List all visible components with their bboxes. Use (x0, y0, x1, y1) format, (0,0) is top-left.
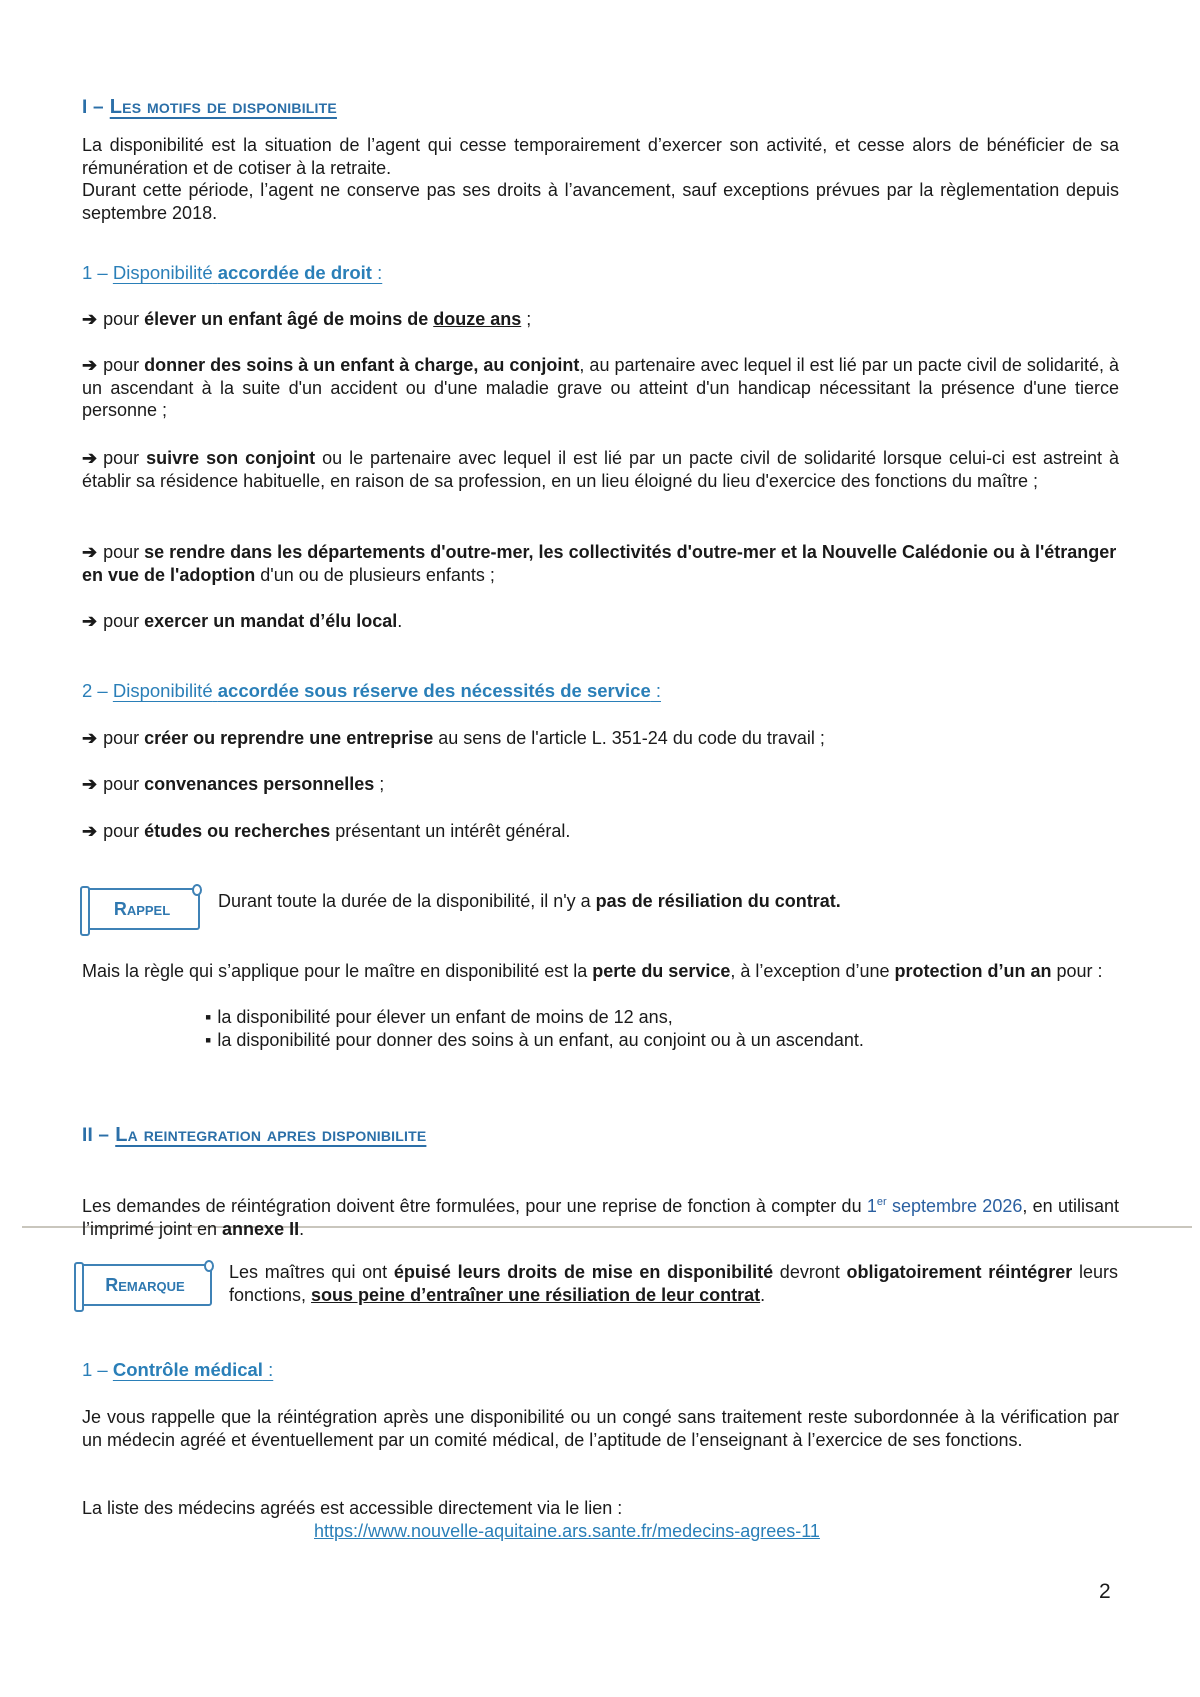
rappel-badge: Rappel (84, 888, 200, 930)
list-item: ➔ pour exercer un mandat d’élu local. (82, 611, 403, 631)
controle-medical-heading: 1 – Contrôle médical : (82, 1359, 274, 1380)
arrow-right-icon: ➔ (82, 728, 98, 748)
bullet-item: ▪ la disponibilité pour donner des soins à un enfant, au conjoint ou à un ascendant. (205, 1029, 864, 1052)
rule-paragraph: Mais la règle qui s’applique pour le maître en disponibilité est la perte du service, à l’exception d’une protection d’un an pour : (82, 961, 1103, 981)
intro-paragraph-2: Durant cette période, l’agent ne conserve pas ses droits à l’avancement, sauf exceptions prévues par la règlementation depuis septembre 2018. (82, 180, 1119, 223)
rappel-text: Durant toute la durée de la disponibilité, il n'y a pas de résiliation du contrat. (218, 891, 841, 911)
section-2-heading: II – La reintegration apres disponibilite (82, 1124, 427, 1146)
protection-bullet-list (205, 1006, 864, 1051)
medecins-list-intro: La liste des médecins agréés est accessible directement via le lien : (82, 1498, 623, 1518)
list-item: ➔ pour études ou recherches présentant un intérêt général. (82, 821, 571, 841)
arrow-right-icon: ➔ (82, 448, 98, 468)
medecins-agrees-link[interactable]: https://www.nouvelle-aquitaine.ars.sante.fr/medecins-agrees-11 (314, 1521, 820, 1541)
remarque-text: Les maîtres qui ont épuisé leurs droits de mise en disponibilité devront obligatoirement réintégrer leurs fonctions, sous peine d’entraîner une résiliation de leur contrat. (229, 1262, 1119, 1305)
controle-medical-paragraph: Je vous rappelle que la réintégration après une disponibilité ou un congé sans traitement reste subordonnée à la vérification par un médecin agréé et éventuellement par un comité médical, de l’aptitude de l’enseignant à l’exercice de ses fonctions. (82, 1407, 1119, 1450)
section-2-title: La reintegration apres disponibilite (115, 1124, 427, 1146)
arrow-right-icon: ➔ (82, 821, 98, 841)
section-1-title: Les motifs de disponibilite (109, 96, 337, 118)
remarque-badge: Remarque (78, 1264, 212, 1306)
list-item: ➔ pour suivre son conjoint ou le partenaire avec lequel il est lié par un pacte civil de solidarité lorsque celui-ci est astreint à établir sa résidence habituelle, en raison de sa profession, en un lieu éloigné du lieu d'exercice des fonctions du maître ; (82, 448, 1120, 491)
list-item: ➔ pour donner des soins à un enfant à charge, au conjoint, au partenaire avec lequel il est lié par un pacte civil de solidarité, à un ascendant à la suite d'un accident ou d'une maladie grave ou atteint d'un handicap nécessitant la présence d'une tierce personne ; (82, 355, 1119, 420)
arrow-right-icon: ➔ (82, 309, 98, 329)
page-number: 2 (1099, 1580, 1111, 1603)
subsection-2-heading: 2 – Disponibilité accordée sous réserve des nécessités de service : (82, 680, 662, 701)
list-item: ➔ pour élever un enfant âgé de moins de douze ans ; (82, 309, 532, 329)
demandes-paragraph: Les demandes de réintégration doivent être formulées, pour une reprise de fonction à compter du 1er septembre 2026, en utilisant l’imprimé joint en annexe II. (82, 1196, 1120, 1239)
subsection-1-heading: 1 – Disponibilité accordée de droit : (82, 262, 383, 283)
section-1-heading: I – Les motifs de disponibilite (82, 96, 337, 118)
arrow-right-icon: ➔ (82, 542, 98, 562)
list-item: ➔ pour se rendre dans les départements d'outre-mer, les collectivités d'outre-mer et la Nouvelle Calédonie ou à l'étranger en vue de l'adoption d'un ou de plusieurs enfants ; (82, 542, 1117, 585)
list-item: ➔ pour convenances personnelles ; (82, 774, 385, 794)
list-item: ➔ pour créer ou reprendre une entreprise au sens de l'article L. 351-24 du code du travail ; (82, 728, 825, 748)
intro-paragraph-1: La disponibilité est la situation de l’agent qui cesse temporairement d’exercer son activité, et cesse alors de bénéficier de sa rémunération et de cotiser à la retraite. (82, 135, 1119, 178)
arrow-right-icon: ➔ (82, 355, 98, 375)
arrow-right-icon: ➔ (82, 774, 98, 794)
arrow-right-icon: ➔ (82, 611, 98, 631)
bullet-item: ▪ la disponibilité pour élever un enfant de moins de 12 ans, (205, 1006, 864, 1029)
